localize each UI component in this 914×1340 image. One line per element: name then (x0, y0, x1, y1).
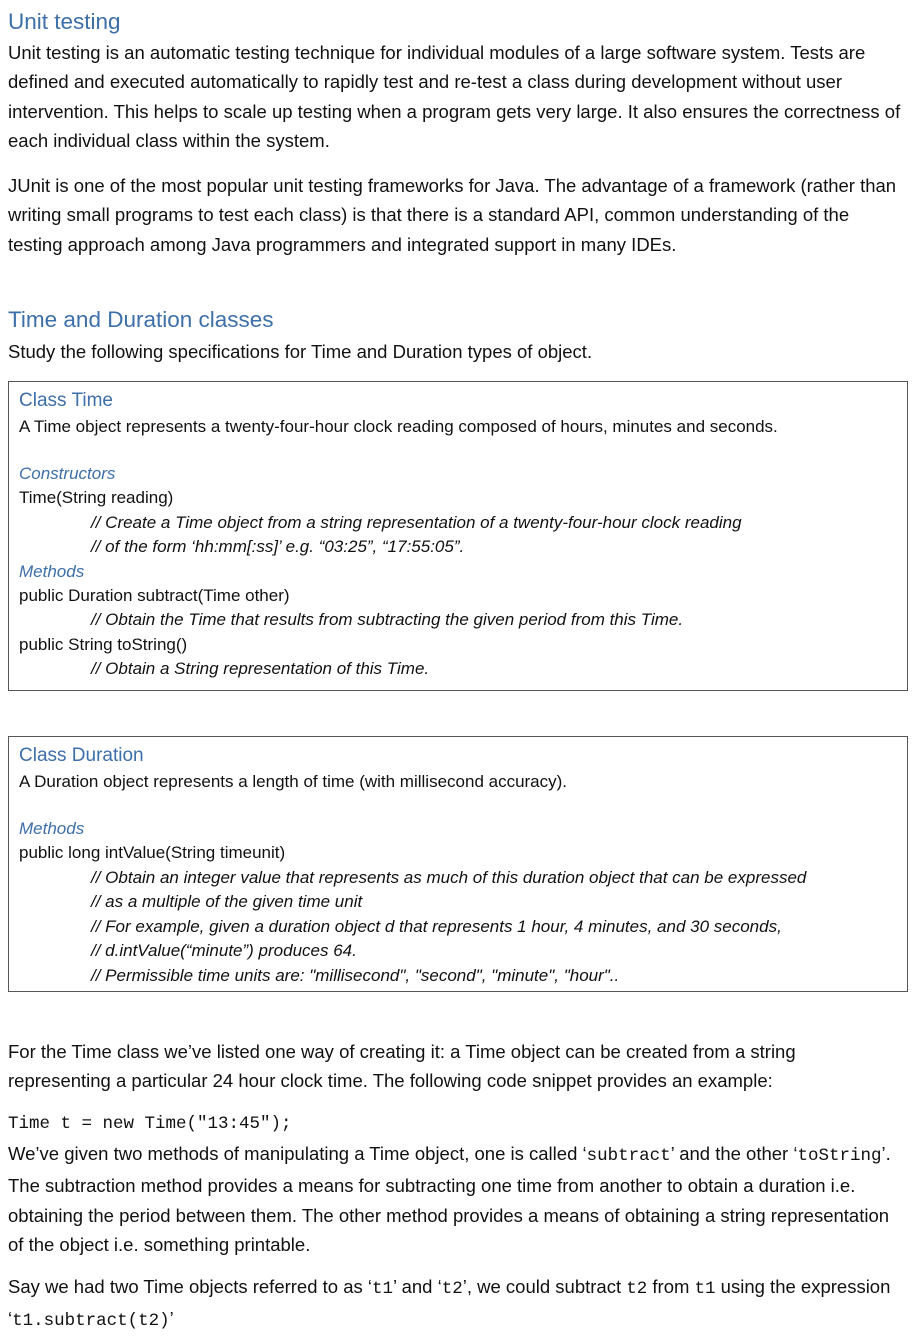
paragraph-study-specs: Study the following specifications for Time and Duration types of object. (8, 341, 593, 362)
constructor-comment-1: // Create a Time object from a string representation of a twenty-four-hour clock reading (91, 512, 742, 532)
class-duration-spec-box (8, 736, 908, 992)
class-time-title: Class Time (19, 390, 113, 411)
class-time-description: A Time object represents a twenty-four-hour clock reading composed of hours, minutes and seconds. (19, 417, 778, 436)
text-segment: We’ve given two methods of manipulating a Time object, one is called ‘ (8, 1143, 587, 1164)
heading-unit-testing: Unit testing (8, 9, 121, 34)
tostring-comment: // Obtain a String representation of this Time. (91, 659, 430, 678)
inline-code-tostring: toString (797, 1146, 882, 1166)
inline-code-subtract: subtract (586, 1146, 671, 1166)
text-segment: ’ and the other ‘ (670, 1143, 798, 1164)
inline-code-t1: t1 (694, 1279, 716, 1299)
heading-time-duration: Time and Duration classes (8, 307, 274, 332)
constructor-signature: Time(String reading) (19, 488, 174, 507)
constructors-label: Constructors (19, 464, 116, 483)
text-segment: ’ and ‘ (393, 1276, 442, 1297)
paragraph-time-creation: For the Time class we’ve listed one way of creating it: a Time object can be created from a string representing a particular 24 hour clock time. The following code snippet provides an example: (8, 1041, 796, 1092)
intvalue-signature: public long intValue(String timeunit) (19, 843, 286, 862)
paragraph-unit-testing-intro: Unit testing is an automatic testing technique for individual modules of a large software system. Tests are defined and executed automatically to rapidly test and re-test a class during development without user intervention. This helps to scale up testing when a program gets very large. It also ensures the correctness of each individual class within the system. (8, 42, 901, 151)
text-segment: ’, we could subtract (462, 1276, 627, 1297)
constructor-comment-2: // of the form ‘hh:mm[:ss]’ e.g. “03:25”, “17:55:05”. (91, 537, 465, 556)
intvalue-comment-3: // For example, given a duration object d that represents 1 hour, 4 minutes, and 30 seconds, (91, 916, 782, 936)
inline-code-t1: t1 (372, 1279, 394, 1299)
paragraph-methods (8, 1139, 901, 1259)
intvalue-comment-5: // Permissible time units are: "millisecond", "second", "minute", "hour".. (91, 965, 620, 985)
intvalue-comment-4: // d.intValue(“minute”) produces 64. (91, 941, 357, 960)
inline-code-subtract-expression: t1.subtract(t2) (12, 1311, 170, 1332)
paragraph-subtract-example (8, 1272, 901, 1337)
text-segment: using the expression ‘ (8, 1276, 891, 1330)
class-duration-description: A Duration object represents a length of time (with millisecond accuracy). (19, 772, 568, 791)
text-segment: ’. The subtraction method provides a means for subtracting one time from another to obtain a duration i.e. obtaining the period between them. The other method provides a means of obtaining a string representation of the object i.e. something printable. (8, 1143, 891, 1255)
duration-methods-label: Methods (19, 819, 85, 838)
class-time-spec-box (8, 381, 908, 691)
intvalue-comment-1: // Obtain an integer value that represents as much of this duration object that can be expressed (91, 867, 807, 887)
text-segment: ’ (169, 1308, 174, 1330)
text-segment: Say we had two Time objects referred to as ‘ (8, 1276, 373, 1297)
tostring-signature: public String toString() (19, 634, 188, 654)
subtract-comment: // Obtain the Time that results from subtracting the given period from this Time. (91, 610, 684, 629)
class-duration-title: Class Duration (19, 745, 144, 766)
text-segment: from (647, 1276, 695, 1297)
intvalue-comment-2: // as a multiple of the given time unit (91, 892, 363, 911)
inline-code-t2: t2 (441, 1279, 463, 1299)
code-snippet: Time t = new Time("13:45"); (8, 1114, 292, 1134)
paragraph-junit: JUnit is one of the most popular unit testing frameworks for Java. The advantage of a framework (rather than writing small programs to test each class) is that there is a standard API, common understanding of the testing approach among Java programmers and integrated support in many IDEs. (8, 175, 897, 255)
subtract-signature: public Duration subtract(Time other) (19, 585, 290, 605)
inline-code-t2: t2 (626, 1279, 648, 1299)
time-methods-label: Methods (19, 561, 85, 581)
